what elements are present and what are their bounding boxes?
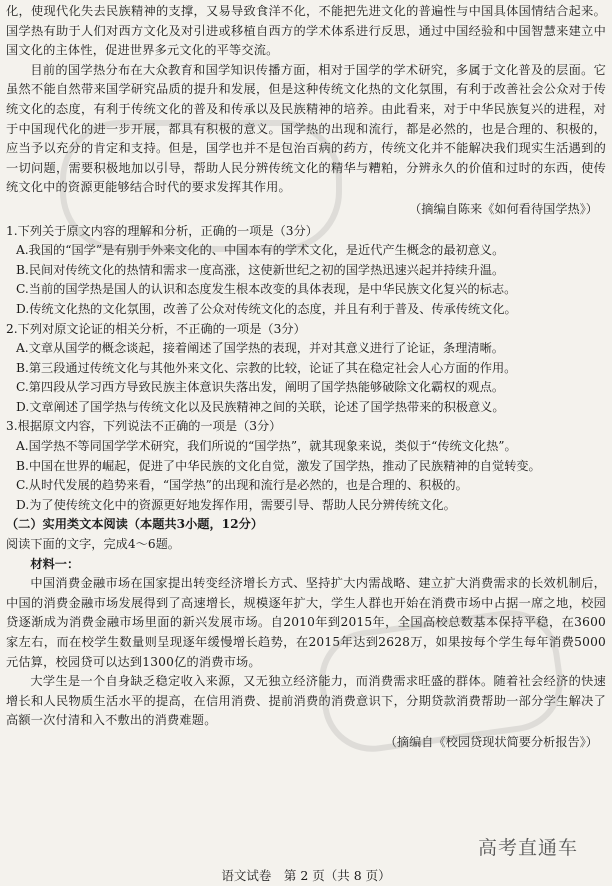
exam-page [6, 2, 606, 755]
question-option: D.传统文化热的文化氛围，改善了公众对传统文化的态度，并且有利于普及、传承传统文化。 [16, 301, 517, 316]
question-option: C.从时代发展的趋势来看，“国学热”的出现和流行是必然的，也是合理的、积极的。 [16, 478, 468, 493]
material-label [6, 555, 606, 575]
section-instruction: 阅读下面的文字，完成4～6题。 [6, 537, 180, 552]
material-paragraph-2: 大学生是一个自身缺乏稳定收入来源，又无独立经济能力，而消费需求旺盛的群体。随着社会经济的快速增长和人民物质生活水平的提高，在信用消费、提前消费的消费意识下，分期贷款消费帮助一部分学生解决了高额一次付清和入不敷出的消费难题。 [6, 674, 606, 728]
watermark-text: 高考直通车 [477, 837, 578, 859]
question-option: B.第三段通过传统文化与其他外来文化、宗教的比较，论证了其在稳定社会人心方面的作用。 [16, 360, 517, 375]
question-1 [6, 222, 606, 320]
question-stem: 1.下列关于原文内容的理解和分析，正确的一项是（3分） [6, 223, 318, 238]
question-option: B.民间对传统文化的热情和需求一度高涨，这使新世纪之初的国学热迅速兴起并持续升温。 [16, 262, 505, 277]
passage-paragraph-2: 目前的国学热分布在大众教育和国学知识传播方面，相对于国学的学术研究，多属于文化普及的层面。它虽然不能自然带来国学研究品质的提升和发展，但是这种传统文化热的文化氛围，有利于改善社会公众对于传统文化的态度，有利于传统文化的普及和传承以及民族精神的培养。由此看来，对于中华民族复兴的进程，对于中国现代化的进一步开展，都具有积极的意义。国学热的出现和流行，都是必然的，也是合理的、积极的，应当予以充分的肯定和支持。但是，国学也并不是包治百病的药方，传统文化并不能解决我们现实生活遇到的一切问题，需要积极地加以引导，帮助人民分辨传统文化的精华与糟粕，分辨永久的价值和过时的东西，使传统文化中的资源更能够结合时代的要求发挥其作用。 [6, 62, 606, 195]
section-heading: （二）实用类文本阅读（本题共3小题，12分） [6, 517, 264, 532]
passage-paragraph-1: 化，使现代化失去民族精神的支撑，又易导致食洋不化，不能把先进文化的普遍性与中国具体国情结合起来。国学热有助于人们对西方文化及对引进或移植自西方的学术体系进行反思，通过中国经验和中国智慧来建立中国文化的主体性，促进世界多元文化的平等交流。 [6, 4, 606, 58]
question-option: C.当前的国学热是国人的认识和态度发生根本改变的具体表现，是中华民族文化复兴的标志。 [16, 282, 517, 297]
question-stem: 3.根据原文内容，下列说法不正确的一项是（3分） [6, 419, 282, 434]
question-option: A.国学热不等同国学学术研究，我们所说的“国学热”，就其现象来说，类似于“传统文化热”。 [16, 439, 517, 454]
question-option: D.为了使传统文化中的资源更好地发挥作用，需要引导、帮助人民分辨传统文化。 [16, 497, 456, 512]
page-footer: 语文试卷 第 2 页（共 8 页） [221, 868, 391, 883]
passage-source: （摘编自陈来《如何看待国学热》） [409, 201, 598, 216]
material-label-text: 材料一： [30, 556, 80, 571]
question-stem: 2.下列对原文论证的相关分析，不正确的一项是（3分） [6, 321, 306, 336]
question-option: A.我国的“国学”是有别于外来文化的、中国本有的学术文化，是近代产生概念的最初意义。 [16, 243, 505, 258]
material-paragraph-1: 中国消费金融市场在国家提出转变经济增长方式、坚持扩大内需战略、建立扩大消费需求的长效机制后，中国的消费金融市场发展得到了高速增长，规模逐年扩大，学生人群也开始在消费市场中占据一席之地，校园贷逐渐成为消费金融市场里面的新兴发展市场。自2010年到2015年，全国高校总数基本保持平稳，在3600家左右，而在校学生数量则呈现逐年缓慢增长趋势，在2015年达到2628万，如果按每个学生每年消费5000元估算，校园贷可以达到1300亿的消费市场。 [6, 576, 606, 669]
question-option: B.中国在世界的崛起，促进了中华民族的文化自觉，激发了国学热，推动了民族精神的自觉转变。 [16, 458, 541, 473]
question-option: C.第四段从学习西方导致民族主体意识失落出发，阐明了国学热能够破除文化霸权的观点。 [16, 380, 505, 395]
question-3 [6, 417, 606, 515]
question-option: D.文章阐述了国学热与传统文化以及民族精神之间的关联，论述了国学热带来的积极意义。 [16, 399, 505, 414]
question-2 [6, 320, 606, 418]
material-source: （摘编自《校园贷现状简要分析报告》） [384, 734, 598, 749]
question-option: A.文章从国学的概念谈起，接着阐述了国学热的表现，并对其意义进行了论证，条理清晰。 [16, 341, 504, 356]
